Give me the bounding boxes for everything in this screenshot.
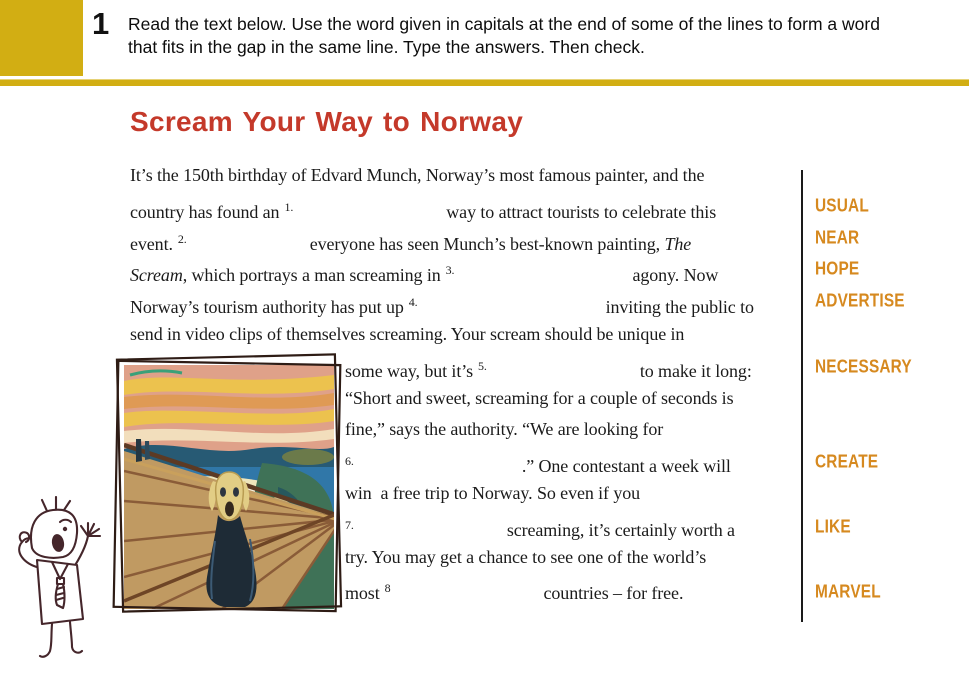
word-bank-item-hope: HOPE (815, 257, 860, 279)
gap-number-1: 1. (284, 199, 294, 214)
word-bank-item-like: LIKE (815, 515, 851, 537)
word-bank-item-near: NEAR (815, 226, 860, 248)
article-title: Scream Your Way to Norway (130, 106, 524, 137)
answer-gap-5[interactable] (490, 361, 640, 381)
word-bank-divider-line (801, 170, 803, 622)
word-bank-item-usual: USUAL (815, 194, 869, 216)
gap-number-5: 5. (478, 358, 487, 373)
answer-gap-2[interactable] (190, 234, 310, 254)
word-bank-item-advertise: ADVERTISE (815, 289, 905, 311)
text-line-10: $^{6.}$ .” One contestant a week will (345, 454, 731, 477)
instruction-line-2: that fits in the gap in the same line. Type the answers. Then check. (128, 36, 645, 57)
text-line-2: country has found an $^{1.}$ way to attract tourists to celebrate this (130, 199, 717, 222)
gap-number-2: 2. (177, 231, 187, 246)
text-line-4: Scream, which portrays a man screaming in $^{3.}$ agony. Now (130, 263, 719, 286)
answer-gap-7[interactable] (357, 520, 507, 540)
answer-gap-4[interactable] (421, 297, 606, 317)
text-line-1: It’s the 150th birthday of Edvard Munch, Norway’s most famous painter, and the (130, 165, 705, 185)
answer-gap-1[interactable] (296, 202, 446, 222)
gap-number-8: 8 (384, 581, 391, 596)
the-scream-painting (112, 351, 346, 625)
text-line-11: win a free trip to Norway. So even if you (345, 482, 641, 503)
word-bank-item-marvel: MARVEL (815, 580, 881, 602)
gap-number-4: 4. (408, 295, 418, 310)
text-line-3: event. $^{2.}$ everyone has seen Munch’s best-known painting, The (130, 231, 692, 254)
screaming-man-doodle (6, 496, 106, 661)
text-line-14: most $^8$ countries – for free. (345, 581, 684, 604)
answer-gap-3[interactable] (457, 266, 632, 286)
yellow-corner-block (0, 0, 83, 76)
gap-number-6: 6. (345, 454, 354, 469)
word-bank-item-create: CREATE (815, 450, 879, 472)
text-line-5: Norway’s tourism authority has put up $^{4.}$ inviting the public to (130, 295, 754, 318)
text-line-9: fine,” says the authority. “We are looking for (345, 419, 664, 440)
gap-number-3: 3. (445, 263, 455, 278)
text-line-6: send in video clips of themselves screaming. Your scream should be unique in (130, 323, 685, 344)
text-line-13: try. You may get a chance to see one of the world’s (345, 546, 707, 567)
instruction-line-1: Read the text below. Use the word given in capitals at the end of some of the lines to form a word (128, 14, 880, 34)
yellow-divider-bar (0, 79, 969, 86)
word-bank-item-necessary: NECESSARY (815, 355, 912, 377)
task-instructions (128, 13, 880, 58)
text-line-7: some way, but it’s $^{5.}$ to make it long: (345, 358, 752, 381)
text-line-8: “Short and sweet, screaming for a couple of seconds is (345, 387, 734, 408)
answer-gap-8[interactable] (394, 584, 544, 604)
gap-number-7: 7. (345, 517, 354, 532)
task-number: 1 (92, 6, 110, 41)
text-line-12: $^{7.}$ screaming, it’s certainly worth a (345, 517, 735, 540)
answer-gap-6[interactable] (357, 456, 522, 476)
